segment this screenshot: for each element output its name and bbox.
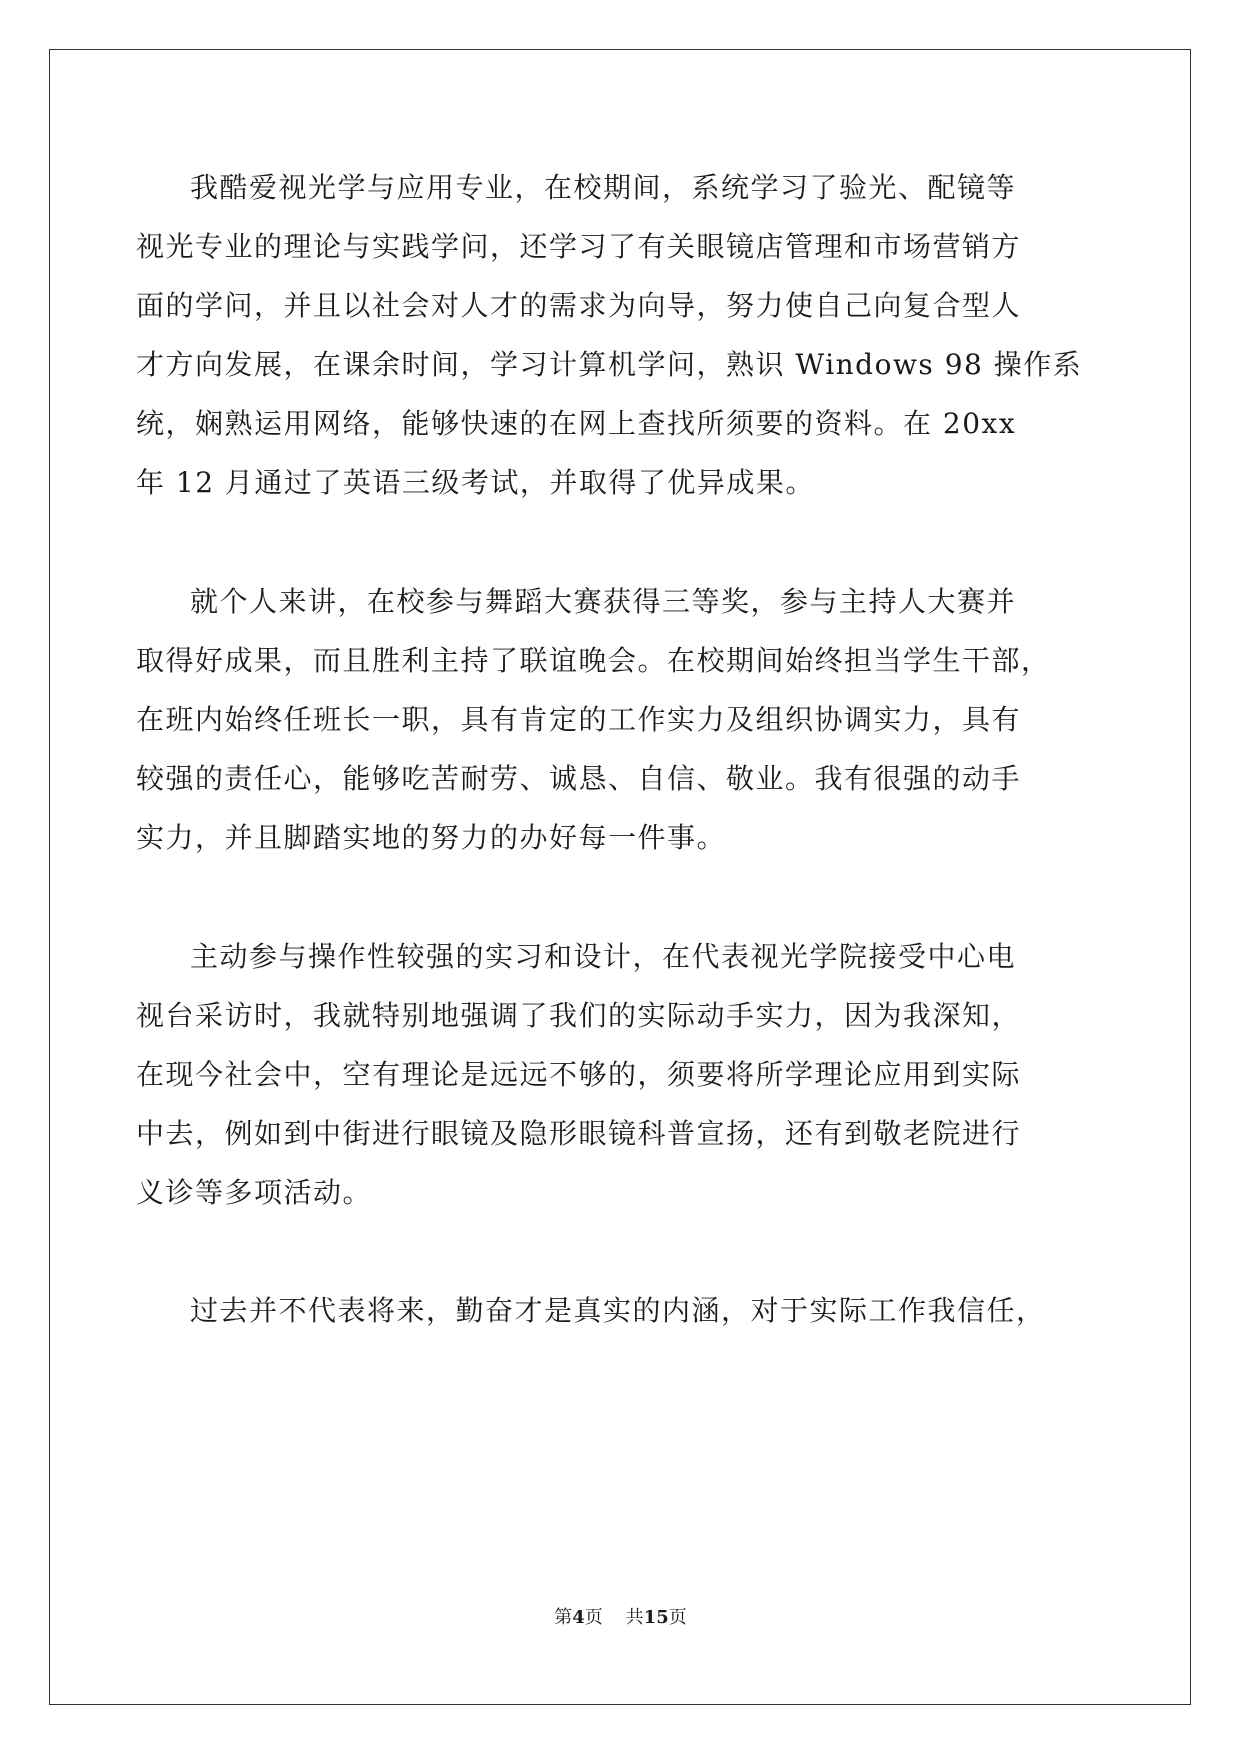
text-line: 在班内始终任班长一职，具有肯定的工作实力及组织协调实力，具有	[136, 703, 1022, 736]
footer-total-prefix: 共	[625, 1607, 644, 1628]
page-footer	[0, 1606, 1241, 1630]
text-line: 取得好成果，而且胜利主持了联谊晚会。在校期间始终担当学生干部，	[136, 644, 1051, 677]
text-line: 义诊等多项活动。	[136, 1176, 373, 1209]
text-line: 统，娴熟运用网络，能够快速的在网上查找所须要的资料。在 20xx	[136, 407, 1017, 440]
text-line: 过去并不代表将来，勤奋才是真实的内涵，对于实际工作我信任，	[190, 1294, 1046, 1327]
text-line: 中去，例如到中街进行眼镜及隐形眼镜科普宣扬，还有到敬老院进行	[136, 1117, 1022, 1150]
text-line: 就个人来讲，在校参与舞蹈大赛获得三等奖，参与主持人大赛并	[190, 585, 1017, 618]
text-line: 在现今社会中，空有理论是远远不够的，须要将所学理论应用到实际	[136, 1058, 1022, 1091]
text-line: 才方向发展，在课余时间，学习计算机学问，熟识 Windows 98 操作系	[136, 348, 1083, 381]
text-line: 年 12 月通过了英语三级考试，并取得了优异成果。	[136, 466, 815, 499]
footer-total-suffix: 页	[668, 1607, 687, 1628]
text-line: 主动参与操作性较强的实习和设计，在代表视光学院接受中心电	[190, 940, 1017, 973]
text-line: 较强的责任心，能够吃苦耐劳、诚恳、自信、敬业。我有很强的动手	[136, 762, 1022, 795]
text-line: 视台采访时，我就特别地强调了我们的实际动手实力，因为我深知，	[136, 999, 1022, 1032]
footer-prefix: 第	[554, 1607, 573, 1628]
footer-page-suffix: 页	[584, 1607, 603, 1628]
text-line: 面的学问，并且以社会对人才的需求为向导，努力使自己向复合型人	[136, 289, 1022, 322]
footer-total-pages: 15	[643, 1607, 669, 1628]
text-line: 实力，并且脚踏实地的努力的办好每一件事。	[136, 821, 727, 854]
footer-page-number: 4	[572, 1607, 585, 1628]
text-line: 我酷爱视光学与应用专业，在校期间，系统学习了验光、配镜等	[190, 171, 1017, 204]
text-line: 视光专业的理论与实践学问，还学习了有关眼镜店管理和市场营销方	[136, 230, 1022, 263]
